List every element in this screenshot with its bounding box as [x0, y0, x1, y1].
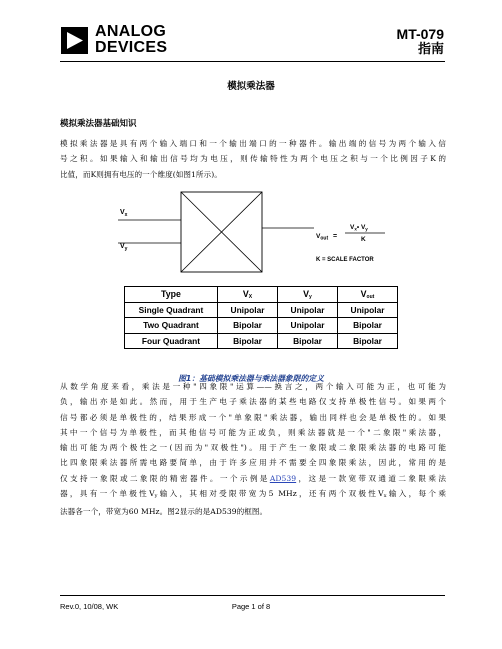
logo-text-analog: ANALOG	[95, 23, 167, 40]
table-cell: Two Quadrant	[125, 318, 218, 334]
page-number: Page 1 of 8	[231, 602, 271, 611]
formula-numerator: $V_x•$ $V_y$	[350, 224, 368, 232]
table-row	[125, 302, 398, 318]
subscript: y	[154, 493, 158, 500]
equals-sign: =	[333, 233, 338, 240]
ad539-link[interactable]: AD539	[269, 473, 297, 483]
table-cell: Bipolar	[338, 333, 398, 349]
paragraph-line: 其中一个信号为单极性，而其他信号可能为正或负，则乘法器就是一个"二象限"乘法器，	[60, 427, 446, 437]
logo-text-devices: DEVICES	[95, 39, 168, 56]
table-cell: Unipolar	[278, 302, 338, 318]
table-cell: Unipolar	[218, 302, 278, 318]
revision-info: Rev.0, 10/08, WK	[60, 602, 119, 611]
paragraph-text: 仅支持一象限或二象限的精密器件。一个示例是	[60, 473, 270, 483]
paragraph-line: 法器各一个，带宽为60 MHz。图2显示的是AD539的框图。	[60, 507, 268, 517]
paragraph-line: 比值，而K则拥有电压的一个维度(如图1所示)。	[60, 169, 222, 179]
output-label: $V_{out}$	[316, 233, 329, 242]
table-cell: Bipolar	[218, 318, 278, 334]
table-cell: Single Quadrant	[125, 302, 218, 318]
intro-paragraph	[60, 136, 446, 182]
table-cell: Unipolar	[338, 302, 398, 318]
paragraph-line: 比四象限乘法器所需电路要简单，由于许多应用并不需要全四象限乘法，因此，常用的是	[60, 458, 446, 468]
table-cell: Unipolar	[278, 318, 338, 334]
formula-denominator: K	[361, 236, 366, 243]
quadrant-table	[124, 286, 398, 349]
paragraph-line	[60, 471, 446, 486]
paragraph-line	[60, 486, 446, 504]
paragraph-text: ，这是一款宽带双通道二象限乘法	[296, 473, 446, 483]
body-paragraph	[60, 379, 446, 520]
paragraph-line: 号之积。如果输入和输出信号均为电压，则传输特性为两个电压之积与一个比例因子K的	[60, 154, 446, 164]
scale-factor-note: K = SCALE FACTOR	[316, 257, 374, 263]
input-y-label: $V_y$	[120, 243, 128, 252]
col-header-type: Type	[125, 287, 218, 303]
table-cell: Bipolar	[338, 318, 398, 334]
figure-caption: 图1：基础模拟乘法器与乘法器象限的定义	[178, 374, 324, 383]
table-cell: Bipolar	[218, 333, 278, 349]
header-divider	[60, 61, 445, 62]
analog-devices-logo-icon	[61, 27, 88, 54]
paragraph-line: 从数学角度来看，乘法是一种"四象限"运算——换言之，两个输入可能为正，也可能为	[60, 382, 446, 391]
paragraph-line: 信号都必须是单极性的，结果形成一个"单象限"乘法器，输出同样也会是单极性的。如果	[60, 412, 446, 422]
footer-divider	[60, 595, 445, 596]
multiplier-diagram	[110, 185, 410, 275]
table-row	[125, 333, 398, 349]
paragraph-text: 器，具有一个单极性V	[60, 489, 155, 499]
subscript: x	[383, 493, 387, 500]
col-header-vx: $V_X$	[218, 287, 278, 303]
table-row	[125, 318, 398, 334]
paragraph-line: 负，输出亦是如此。然而，用于生产电子乘法器的某些电路仅支持单极性信号。如果两个	[60, 397, 446, 407]
paragraph-text: 输入，其相对受限带宽为5 MHz，还有两个双极性V	[157, 489, 384, 499]
document-id: MT-079	[396, 26, 444, 42]
table-cell: Four Quadrant	[125, 333, 218, 349]
paragraph-line: 模拟乘法器是具有两个输入端口和一个输出端口的一种器件。输出端的信号为两个输入信	[60, 139, 446, 148]
document-type: 指南	[417, 42, 444, 57]
section-heading: 模拟乘法器基础知识	[60, 119, 137, 129]
page-title: 模拟乘法器	[227, 81, 275, 92]
table-cell: Bipolar	[278, 333, 338, 349]
paragraph-text: 输入，每个乘	[386, 489, 446, 499]
col-header-vout: $V_{out}$	[338, 287, 398, 303]
input-x-label: $V_x$	[120, 209, 128, 218]
col-header-vy: $V_y$	[278, 287, 338, 303]
table-header-row	[125, 287, 398, 303]
paragraph-line: 输出可能为两个极性之一(因而为"双极性")。用于产生一象限或二象限乘法器的电路可能	[60, 443, 446, 453]
